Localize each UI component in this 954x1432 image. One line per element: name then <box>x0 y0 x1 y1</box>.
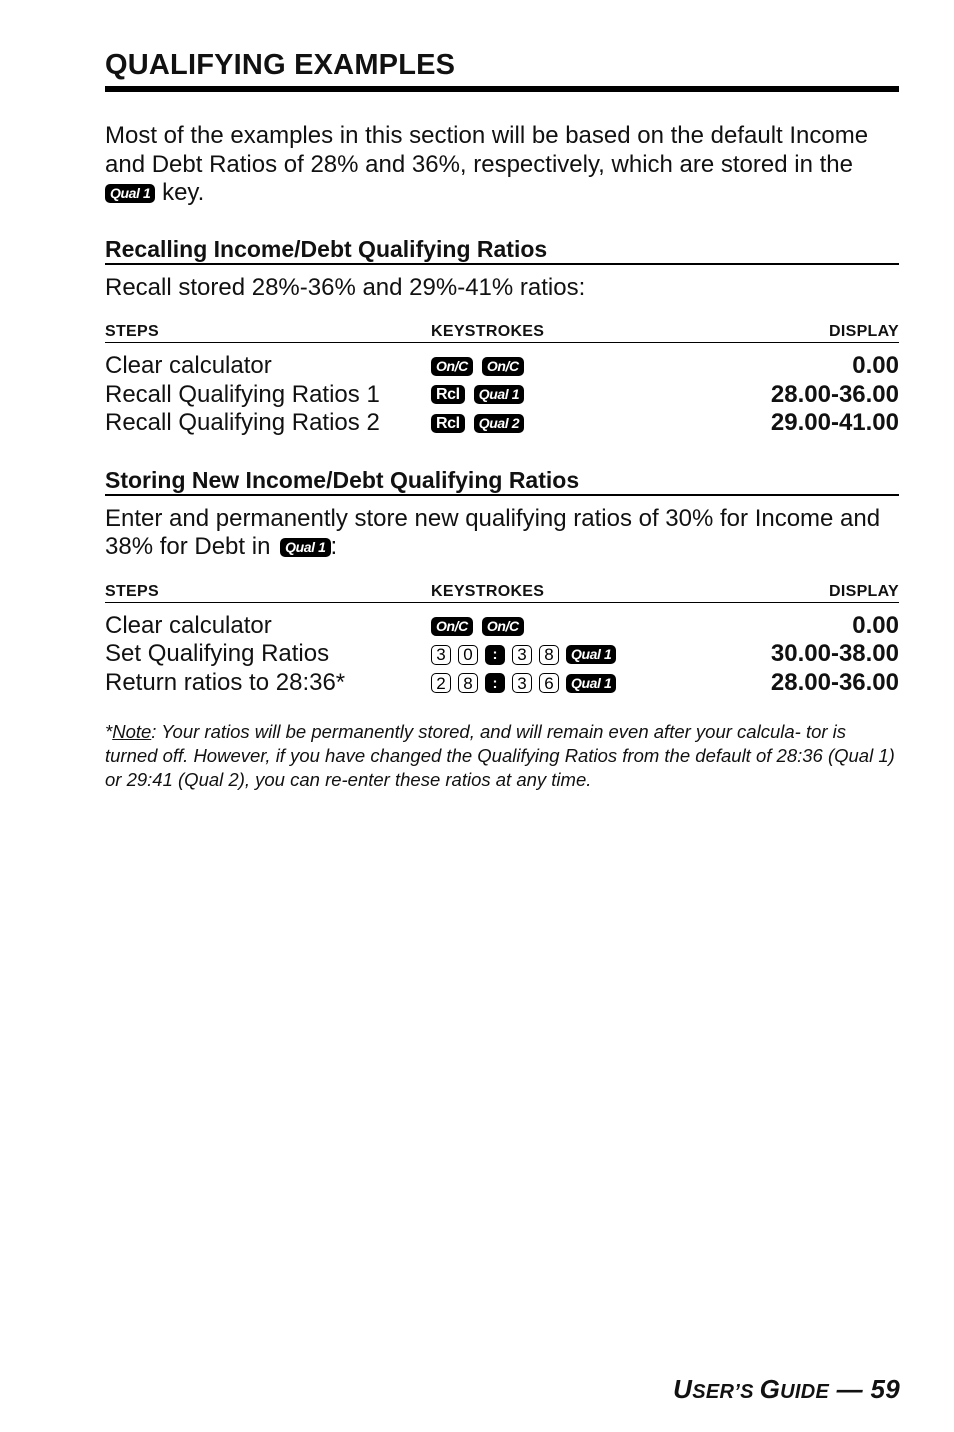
steps-header: STEPS <box>105 323 159 340</box>
section2-table-header <box>105 582 899 603</box>
keystrokes <box>431 617 731 636</box>
display-header: DISPLAY <box>829 582 899 600</box>
section2-description <box>105 505 899 562</box>
display-header: DISPLAY <box>829 323 899 340</box>
on-c-key-icon: On/C <box>431 617 473 636</box>
section1-description: Recall stored 28%-36% and 29%-41% ratios: <box>105 273 586 301</box>
footer-part: G <box>759 1374 781 1404</box>
display-value: 0.00 <box>852 352 899 379</box>
footer-part: UIDE <box>780 1381 830 1403</box>
display-value: 29.00-41.00 <box>770 409 899 437</box>
section2-description-text: Enter and permanently store new qualifying ratios of 30% for Income and 38% for Debt in <box>105 504 881 561</box>
digit-key-icon: 6 <box>539 673 559 693</box>
section2-description-end: : <box>330 533 338 561</box>
step-label: Clear calculator <box>105 352 272 379</box>
display-value: 28.00-36.00 <box>770 380 899 408</box>
keystrokes-header: KEYSTROKES <box>431 582 545 600</box>
footer-part: ’S <box>734 1381 760 1403</box>
step-label: Recall Qualifying Ratios 2 <box>105 409 380 437</box>
step-label: Return ratios to 28:36* <box>105 668 346 696</box>
table-row <box>105 409 899 438</box>
keystrokes-header: KEYSTROKES <box>431 323 545 340</box>
digit-key-icon: 3 <box>512 673 532 693</box>
steps-header: STEPS <box>105 582 159 600</box>
keystrokes <box>431 645 731 665</box>
digit-key-icon: 3 <box>431 645 451 665</box>
keystrokes <box>431 414 731 433</box>
colon-key-icon: : <box>485 645 505 665</box>
note-prefix: * <box>105 720 113 742</box>
note-text: : Your ratios will be permanently stored, and will remain even after your calcula- tor is turned off. However, if you have changed the Qualifying Ratios from the default of 28:36 (Qual 1) or 29:41 (Qual 2), you can re-enter these ratios at any time. <box>105 720 895 790</box>
rcl-key-icon: Rcl <box>431 385 465 404</box>
display-value: 30.00-38.00 <box>770 640 899 668</box>
step-label: Clear calculator <box>105 611 272 639</box>
on-c-key-icon: On/C <box>482 617 524 636</box>
digit-key-icon: 0 <box>458 645 478 665</box>
section1-table-header <box>105 322 899 343</box>
section1-heading: Recalling Income/Debt Qualifying Ratios <box>105 235 899 265</box>
digit-key-icon: 8 <box>458 673 478 693</box>
section2-heading: Storing New Income/Debt Qualifying Ratios <box>105 466 899 496</box>
on-c-key-icon: On/C <box>431 357 473 376</box>
table-row <box>105 669 899 698</box>
intro-text: Most of the examples in this section will be based on the default Income and Debt Ratios of 28% and 36%, respectively, which are stored in the <box>105 122 869 178</box>
table-row <box>105 381 899 410</box>
qual1-key-icon: Qual 1 <box>280 538 330 557</box>
note-label: Note <box>112 720 152 742</box>
section1-table <box>105 352 899 438</box>
table-row <box>105 612 899 641</box>
footer-part: SER <box>692 1381 735 1403</box>
digit-key-icon: 3 <box>512 645 532 665</box>
table-row <box>105 352 899 381</box>
display-value: 28.00-36.00 <box>770 668 899 696</box>
page-content <box>105 48 899 792</box>
digit-key-icon: 8 <box>539 645 559 665</box>
step-label: Set Qualifying Ratios <box>105 640 330 668</box>
footer-part: U <box>673 1374 693 1404</box>
table-row <box>105 640 899 669</box>
page-number: — 59 <box>829 1374 900 1404</box>
keystrokes <box>431 385 731 404</box>
section2-table <box>105 612 899 698</box>
qual1-key-icon: Qual 1 <box>566 674 616 693</box>
qual2-key-icon: Qual 2 <box>474 414 524 433</box>
footnote <box>105 720 899 792</box>
qual1-key-icon: Qual 1 <box>105 184 155 203</box>
display-value: 0.00 <box>852 611 899 639</box>
on-c-key-icon: On/C <box>482 357 524 376</box>
page-footer <box>673 1374 900 1405</box>
keystrokes <box>431 673 731 693</box>
qual1-key-icon: Qual 1 <box>566 645 616 664</box>
intro-text-end: key. <box>162 179 205 206</box>
digit-key-icon: 2 <box>431 673 451 693</box>
colon-key-icon: : <box>485 673 505 693</box>
step-label: Recall Qualifying Ratios 1 <box>105 380 380 408</box>
qual1-key-icon: Qual 1 <box>474 385 524 404</box>
intro-paragraph <box>105 122 899 208</box>
keystrokes <box>431 357 731 376</box>
rcl-key-icon: Rcl <box>431 414 465 433</box>
page-title: QUALIFYING EXAMPLES <box>105 48 899 92</box>
